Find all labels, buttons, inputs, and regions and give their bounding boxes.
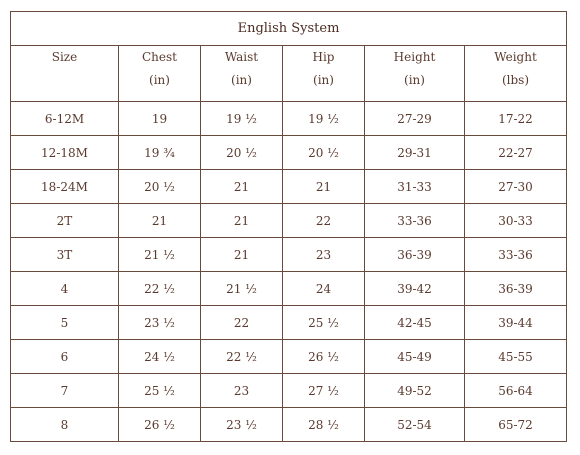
table-row xyxy=(11,272,567,306)
table-cell: 22-27 xyxy=(465,136,567,170)
header-weight-label: Weight xyxy=(494,50,537,64)
table-row xyxy=(11,136,567,170)
table-cell: 7 xyxy=(11,374,119,408)
header-height-label: Height xyxy=(393,50,436,64)
table-cell: 36-39 xyxy=(465,272,567,306)
header-size-label: Size xyxy=(51,50,78,64)
table-cell: 22 ½ xyxy=(119,272,201,306)
table-cell: 19 ½ xyxy=(201,102,283,136)
table-cell: 28 ½ xyxy=(283,408,365,442)
table-cell: 29-31 xyxy=(365,136,465,170)
table-cell: 27-29 xyxy=(365,102,465,136)
table-row xyxy=(11,204,567,238)
header-waist-label: Waist xyxy=(224,50,259,64)
title-row xyxy=(11,12,567,46)
table-cell: 23 ½ xyxy=(119,306,201,340)
table-cell: 2T xyxy=(11,204,119,238)
table-cell: 22 ½ xyxy=(201,340,283,374)
table-cell: 65-72 xyxy=(465,408,567,442)
header-height xyxy=(365,46,465,102)
table-row xyxy=(11,408,567,442)
table-cell: 23 xyxy=(201,374,283,408)
table-cell: 33-36 xyxy=(465,238,567,272)
table-cell: 45-49 xyxy=(365,340,465,374)
header-hip xyxy=(283,46,365,102)
header-size xyxy=(11,46,119,102)
table-cell: 45-55 xyxy=(465,340,567,374)
table-cell: 6 xyxy=(11,340,119,374)
table-cell: 21 ½ xyxy=(201,272,283,306)
size-chart-table xyxy=(10,11,567,442)
header-waist-unit: (in) xyxy=(231,73,252,87)
header-row xyxy=(11,46,567,102)
header-hip-label: Hip xyxy=(312,50,335,64)
table-cell: 22 xyxy=(201,306,283,340)
table-cell: 36-39 xyxy=(365,238,465,272)
table-cell: 42-45 xyxy=(365,306,465,340)
table-cell: 19 ½ xyxy=(283,102,365,136)
table-cell: 31-33 xyxy=(365,170,465,204)
table-cell: 24 ½ xyxy=(119,340,201,374)
table-cell: 8 xyxy=(11,408,119,442)
header-height-unit: (in) xyxy=(404,73,425,87)
table-cell: 12-18M xyxy=(11,136,119,170)
table-cell: 23 xyxy=(283,238,365,272)
table-cell: 20 ½ xyxy=(283,136,365,170)
table-cell: 22 xyxy=(283,204,365,238)
table-cell: 20 ½ xyxy=(119,170,201,204)
header-chest-unit: (in) xyxy=(149,73,170,87)
table-cell: 21 xyxy=(201,204,283,238)
table-cell: 4 xyxy=(11,272,119,306)
table-cell: 19 xyxy=(119,102,201,136)
table-row xyxy=(11,374,567,408)
table-cell: 21 ½ xyxy=(119,238,201,272)
header-chest xyxy=(119,46,201,102)
table-cell: 56-64 xyxy=(465,374,567,408)
table-cell: 6-12M xyxy=(11,102,119,136)
table-row xyxy=(11,170,567,204)
table-row xyxy=(11,102,567,136)
table-cell: 17-22 xyxy=(465,102,567,136)
table-cell: 27 ½ xyxy=(283,374,365,408)
table-cell: 25 ½ xyxy=(283,306,365,340)
table-cell: 52-54 xyxy=(365,408,465,442)
table-cell: 5 xyxy=(11,306,119,340)
table-cell: 49-52 xyxy=(365,374,465,408)
table-cell: 21 xyxy=(283,170,365,204)
table-row xyxy=(11,340,567,374)
table-row xyxy=(11,306,567,340)
table-cell: 19 ¾ xyxy=(119,136,201,170)
table-cell: 24 xyxy=(283,272,365,306)
table-cell: 26 ½ xyxy=(119,408,201,442)
table-cell: 18-24M xyxy=(11,170,119,204)
table-cell: 20 ½ xyxy=(201,136,283,170)
table-row xyxy=(11,238,567,272)
table-cell: 3T xyxy=(11,238,119,272)
table-cell: 27-30 xyxy=(465,170,567,204)
table-cell: 39-44 xyxy=(465,306,567,340)
table-cell: 39-42 xyxy=(365,272,465,306)
table-cell: 21 xyxy=(201,238,283,272)
table-cell: 21 xyxy=(119,204,201,238)
table-cell: 23 ½ xyxy=(201,408,283,442)
table-cell: 21 xyxy=(201,170,283,204)
table-cell: 26 ½ xyxy=(283,340,365,374)
table-cell: 33-36 xyxy=(365,204,465,238)
header-weight xyxy=(465,46,567,102)
header-waist xyxy=(201,46,283,102)
header-hip-unit: (in) xyxy=(313,73,334,87)
header-weight-unit: (lbs) xyxy=(501,73,530,87)
table-title: English System xyxy=(11,12,567,46)
table-cell: 30-33 xyxy=(465,204,567,238)
table-body xyxy=(11,102,567,442)
table-cell: 25 ½ xyxy=(119,374,201,408)
header-chest-label: Chest xyxy=(142,50,177,64)
